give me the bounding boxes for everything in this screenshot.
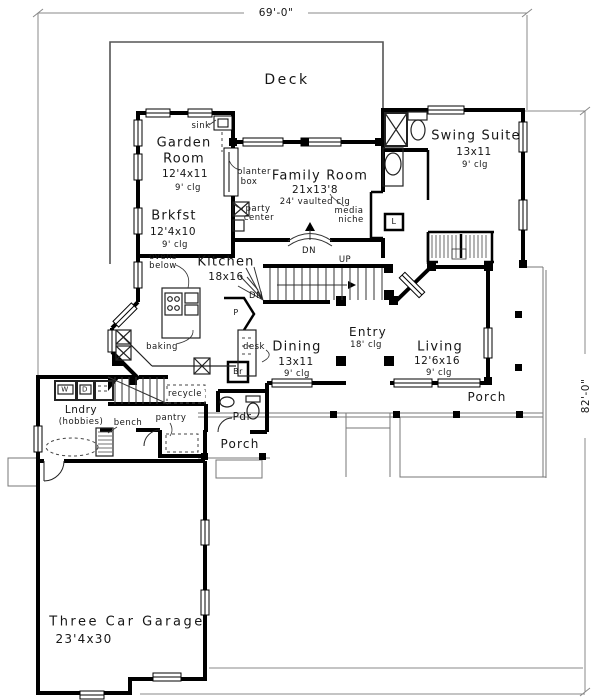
brkfst-label: Brkfst (151, 208, 197, 224)
planter-box-label-1: planter (237, 166, 271, 177)
recycle-label: recycle (165, 390, 205, 399)
washer-letter: W (61, 385, 69, 394)
garage-door-arc (44, 461, 64, 481)
pdr-door-arc (218, 418, 232, 432)
dn-label-family: DN (302, 245, 316, 256)
linen-closet-letter: L (391, 217, 397, 226)
bath-sink (385, 153, 401, 175)
lndry-label: Lndry (64, 403, 98, 416)
dining-ceiling: 9' clg (284, 368, 310, 379)
party-center-label-2: center (243, 212, 275, 223)
entry-label: Entry (349, 325, 387, 339)
pdr-sink (220, 397, 234, 407)
party-center-label-1: party (245, 203, 271, 214)
up-label: UP (338, 254, 352, 265)
broom-closet-letter: Br (233, 367, 243, 376)
desk-label: desk (243, 341, 265, 352)
dining-size: 13x11 (278, 355, 314, 368)
family-room-size: 21x13'8 (291, 183, 339, 196)
toilet-bowl (411, 120, 425, 140)
swing-suite-label: Swing Suite (431, 128, 521, 144)
media-niche-label-1: media (334, 205, 364, 216)
garden-room-size: 12'4x11 (161, 167, 209, 180)
bench-label: bench (113, 417, 143, 428)
swing-suite-ceiling: 9' clg (462, 159, 488, 170)
garden-room-ceiling: 9' clg (175, 182, 201, 193)
porch-front-label: Porch (467, 390, 507, 404)
ovens-below-label-1: ovens (149, 251, 177, 262)
entry-ceiling: 18' clg (350, 339, 382, 350)
pantry-shelves (166, 434, 198, 452)
ovens-below-label-2: below (149, 260, 177, 271)
windows (34, 106, 527, 699)
living-label: Living (417, 339, 463, 355)
dn-label-basement: DN (249, 290, 263, 301)
craft-table (46, 438, 98, 456)
brkfst-size: 12'4x10 (149, 225, 197, 238)
family-room-ceiling: 24' vaulted clg (279, 196, 351, 207)
garage-size: 23'4x30 (55, 632, 113, 646)
pantry-door-arc (144, 430, 160, 446)
dryer-letter: D (82, 385, 88, 394)
kitchen-label: Kitchen (197, 254, 255, 270)
living-ceiling: 9' clg (426, 367, 452, 378)
vanity (383, 148, 403, 186)
living-size: 12'6x16 (413, 354, 461, 367)
pantry-closet-letter: P (233, 308, 239, 317)
counter-edge (120, 334, 236, 366)
garage-label: Three Car Garage (49, 614, 205, 630)
toilet-tank (408, 112, 427, 120)
pdr-toilet-tank (246, 396, 260, 402)
height-dimension-label: 82'-0" (581, 376, 592, 417)
kitchen-size: 18x16 (208, 270, 244, 283)
garden-room-label-1: Garden (156, 135, 212, 151)
garden-room-label-2: Room (163, 151, 205, 167)
baking-label: baking (146, 341, 178, 352)
pdr-label: Pdr (232, 410, 252, 423)
media-niche-label-2: niche (338, 214, 364, 225)
brkfst-ceiling: 9' clg (162, 239, 188, 250)
cooktop (165, 293, 182, 315)
deck-label: Deck (264, 72, 310, 88)
swing-suite-size: 13x11 (456, 145, 492, 158)
planter-box-label-2: box (240, 176, 258, 187)
lndry-sub-label: (hobbies) (58, 416, 104, 427)
width-dimension-label: 69'-0" (256, 8, 297, 19)
family-room-label: Family Room (271, 168, 369, 184)
dining-label: Dining (272, 339, 322, 355)
porch-entry-label: Porch (220, 437, 260, 451)
kitchen-island (162, 288, 200, 338)
sink-label: sink (191, 120, 211, 131)
pantry-label: pantry (155, 412, 187, 423)
